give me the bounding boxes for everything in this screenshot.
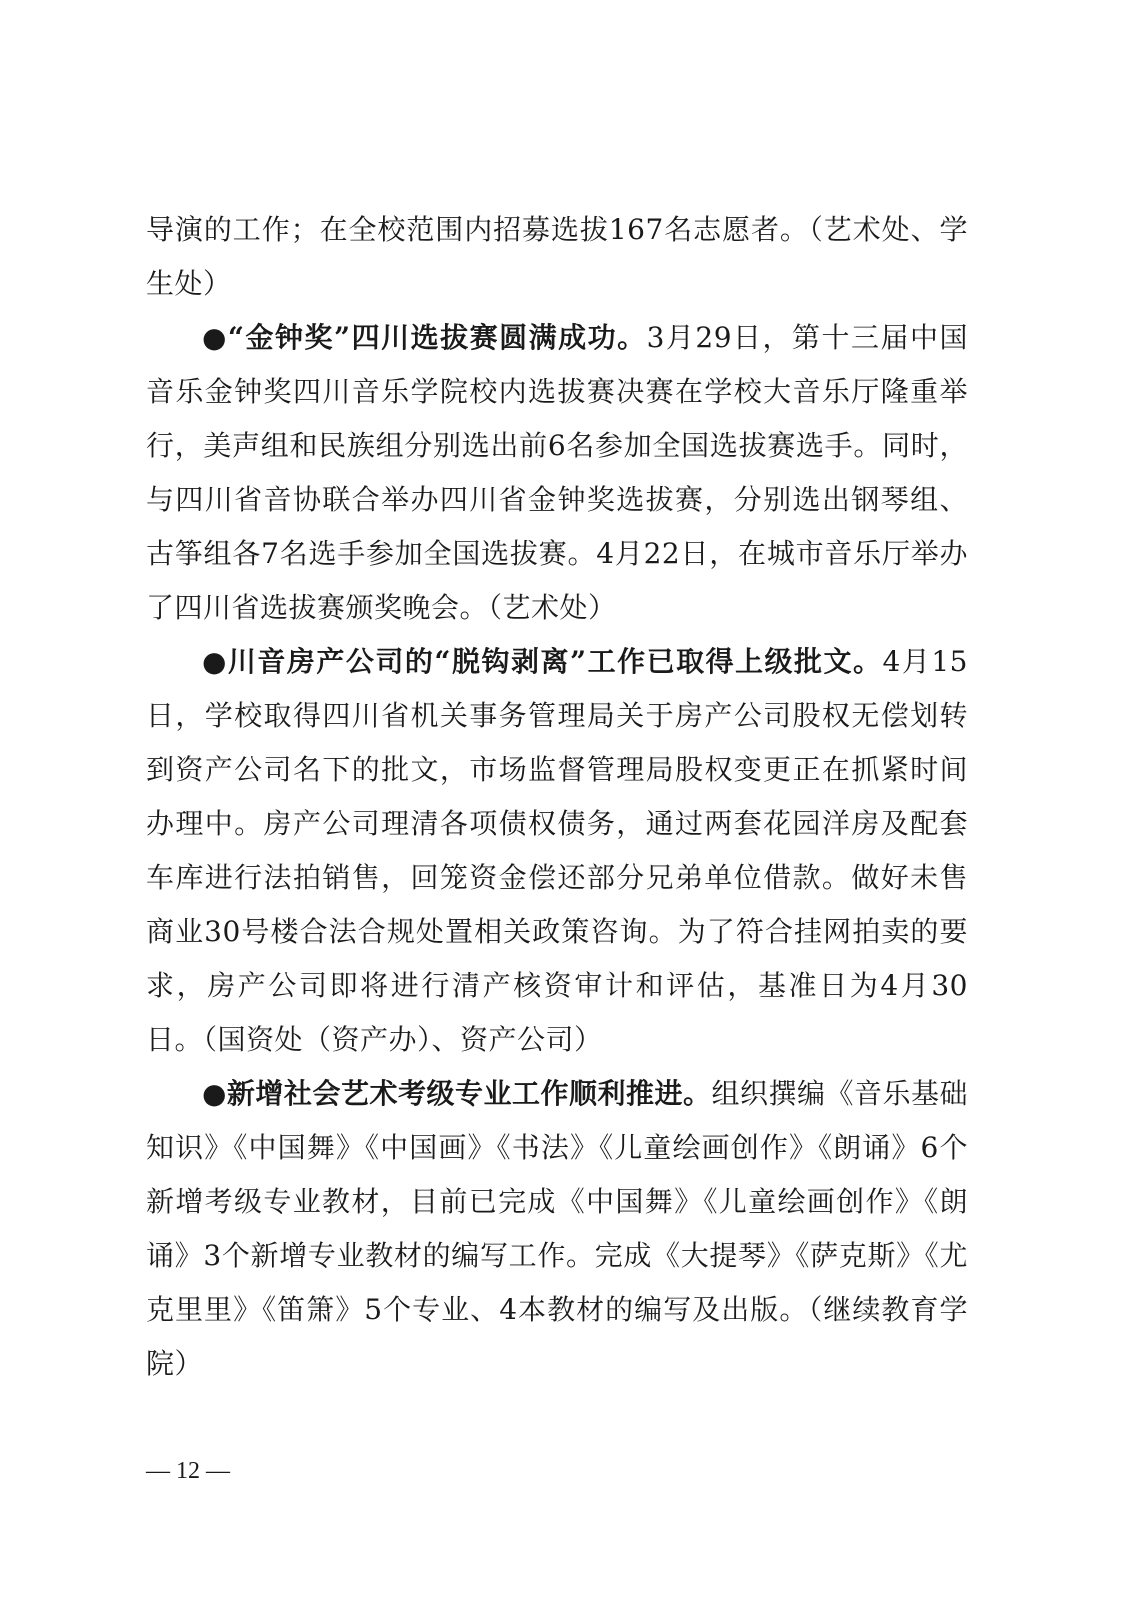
paragraph-continuation [146, 203, 968, 311]
paragraph-body: 3月29日，第十三届中国音乐金钟奖四川音乐学院校内选拔赛决赛在学校大音乐厅隆重举行，美声组和民族组分别选出前6名参加全国选拔赛选手。同时，与四川省音协联合举办四川省金钟奖选拔赛，分别选出钢琴组、古筝组各7名选手参加全国选拔赛。4月22日，在城市音乐厅举办了四川省选拔赛颁奖晚会。（艺术处） [146, 321, 968, 624]
paragraph-heading: ●新增社会艺术考级专业工作顺利推进。 [202, 1077, 712, 1110]
paragraph-property-company [146, 635, 968, 1067]
paragraph-golden-bell [146, 311, 968, 635]
paragraph-heading: ●川音房产公司的“脱钩剥离”工作已取得上级批文。 [202, 645, 883, 678]
paragraph-heading: ●“金钟奖”四川选拔赛圆满成功。 [202, 321, 647, 354]
paragraph-art-exam [146, 1067, 968, 1391]
paragraph-body: 4月15日，学校取得四川省机关事务管理局关于房产公司股权无偿划转到资产公司名下的批文，市场监督管理局股权变更正在抓紧时间办理中。房产公司理清各项债权债务，通过两套花园洋房及配套车库进行法拍销售，回笼资金偿还部分兄弟单位借款。做好未售商业30号楼合法合规处置相关政策咨询。为了符合挂网拍卖的要求，房产公司即将进行清产核资审计和评估，基准日为4月30日。（国资处（资产办）、资产公司） [146, 645, 968, 1056]
page-number: — 12 — [146, 1458, 230, 1484]
paragraph-body: 组织撰编《音乐基础知识》《中国舞》《中国画》《书法》《儿童绘画创作》《朗诵》6个新增考级专业教材，目前已完成《中国舞》《儿童绘画创作》《朗诵》3个新增专业教材的编写工作。完成《大提琴》《萨克斯》《尤克里里》《笛箫》5个专业、4本教材的编写及出版。（继续教育学院） [146, 1077, 968, 1380]
paragraph-body: 导演的工作；在全校范围内招募选拔167名志愿者。（艺术处、学生处） [146, 213, 968, 300]
document-body [146, 203, 968, 1391]
